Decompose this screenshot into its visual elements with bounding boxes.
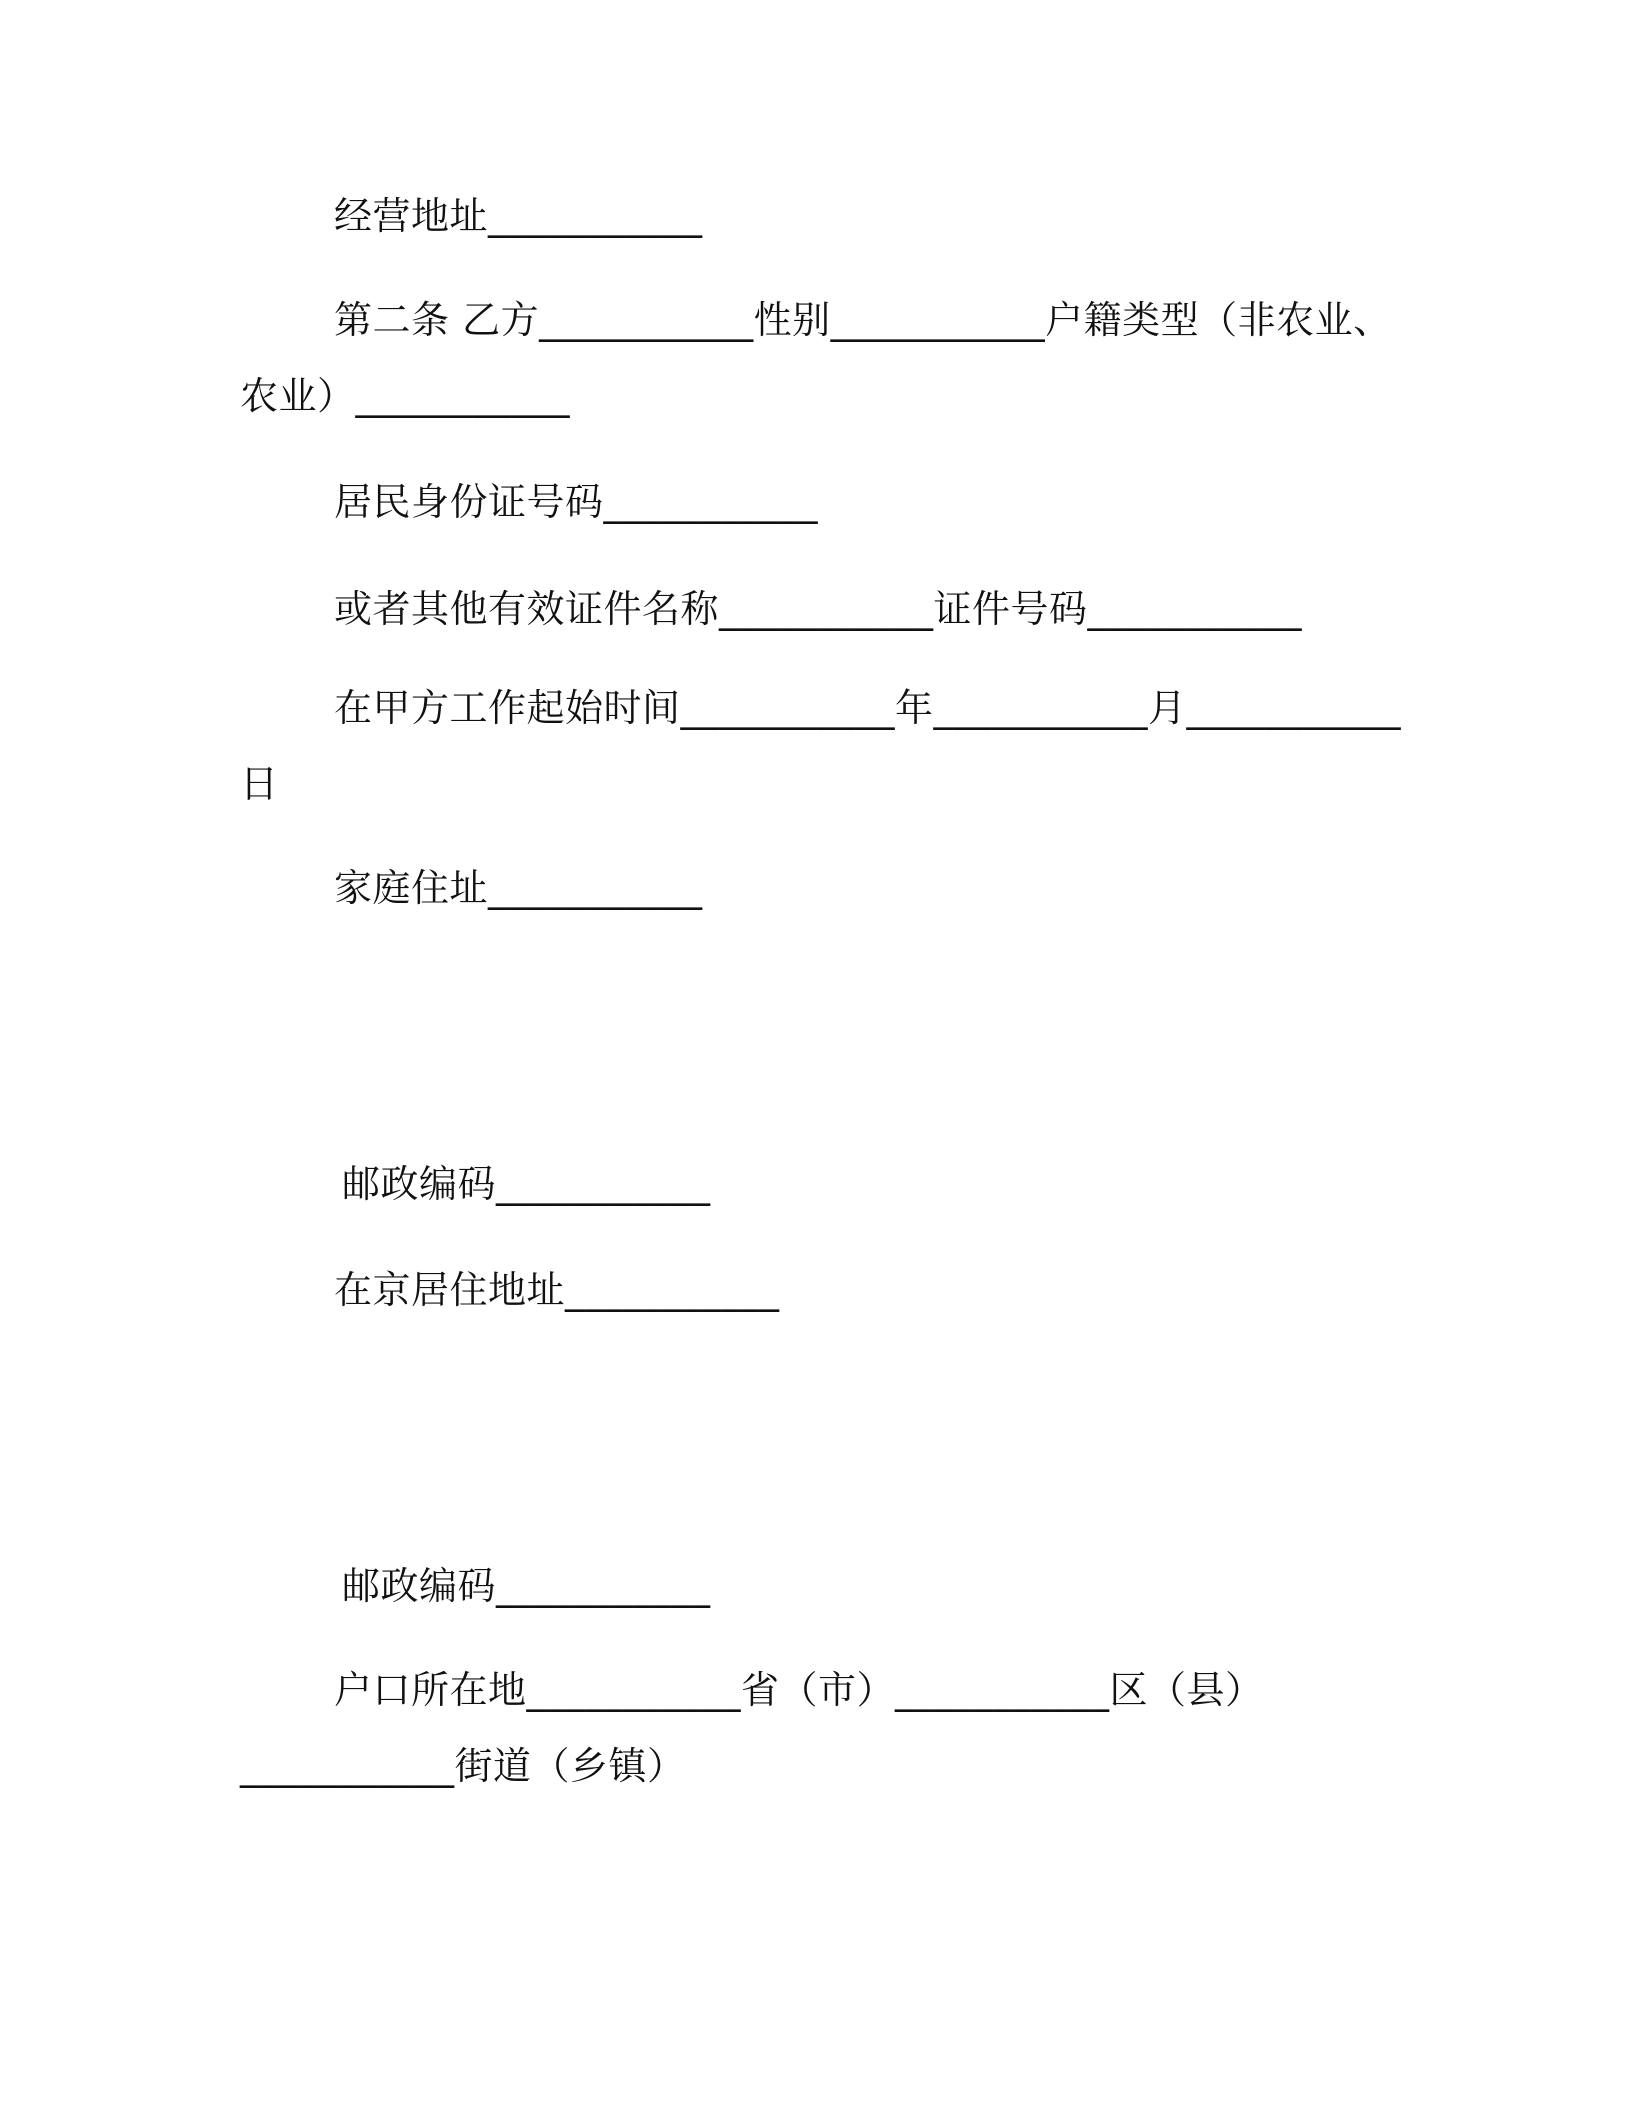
postal-code-line-1: 邮政编码___________ xyxy=(342,1162,711,1206)
street-township-line: ___________街道（乡镇） xyxy=(240,1744,686,1788)
id-card-number-line: 居民身份证号码___________ xyxy=(334,480,819,524)
household-type-line: 农业）___________ xyxy=(240,374,571,418)
home-address-line: 家庭住址___________ xyxy=(334,866,703,910)
beijing-address-line: 在京居住地址___________ xyxy=(334,1268,780,1312)
start-date-day-line: 日 xyxy=(240,762,279,806)
postal-code-line-2: 邮政编码___________ xyxy=(342,1564,711,1608)
business-address-line: 经营地址___________ xyxy=(334,194,703,238)
other-id-line: 或者其他有效证件名称___________证件号码___________ xyxy=(334,587,1303,631)
party-b-line: 第二条 乙方___________性别___________户籍类型（非农业、 xyxy=(334,298,1392,342)
registered-residence-line: 户口所在地___________省（市）___________区（县） xyxy=(334,1668,1264,1712)
start-date-line: 在甲方工作起始时间___________年___________月___________ xyxy=(334,686,1402,730)
